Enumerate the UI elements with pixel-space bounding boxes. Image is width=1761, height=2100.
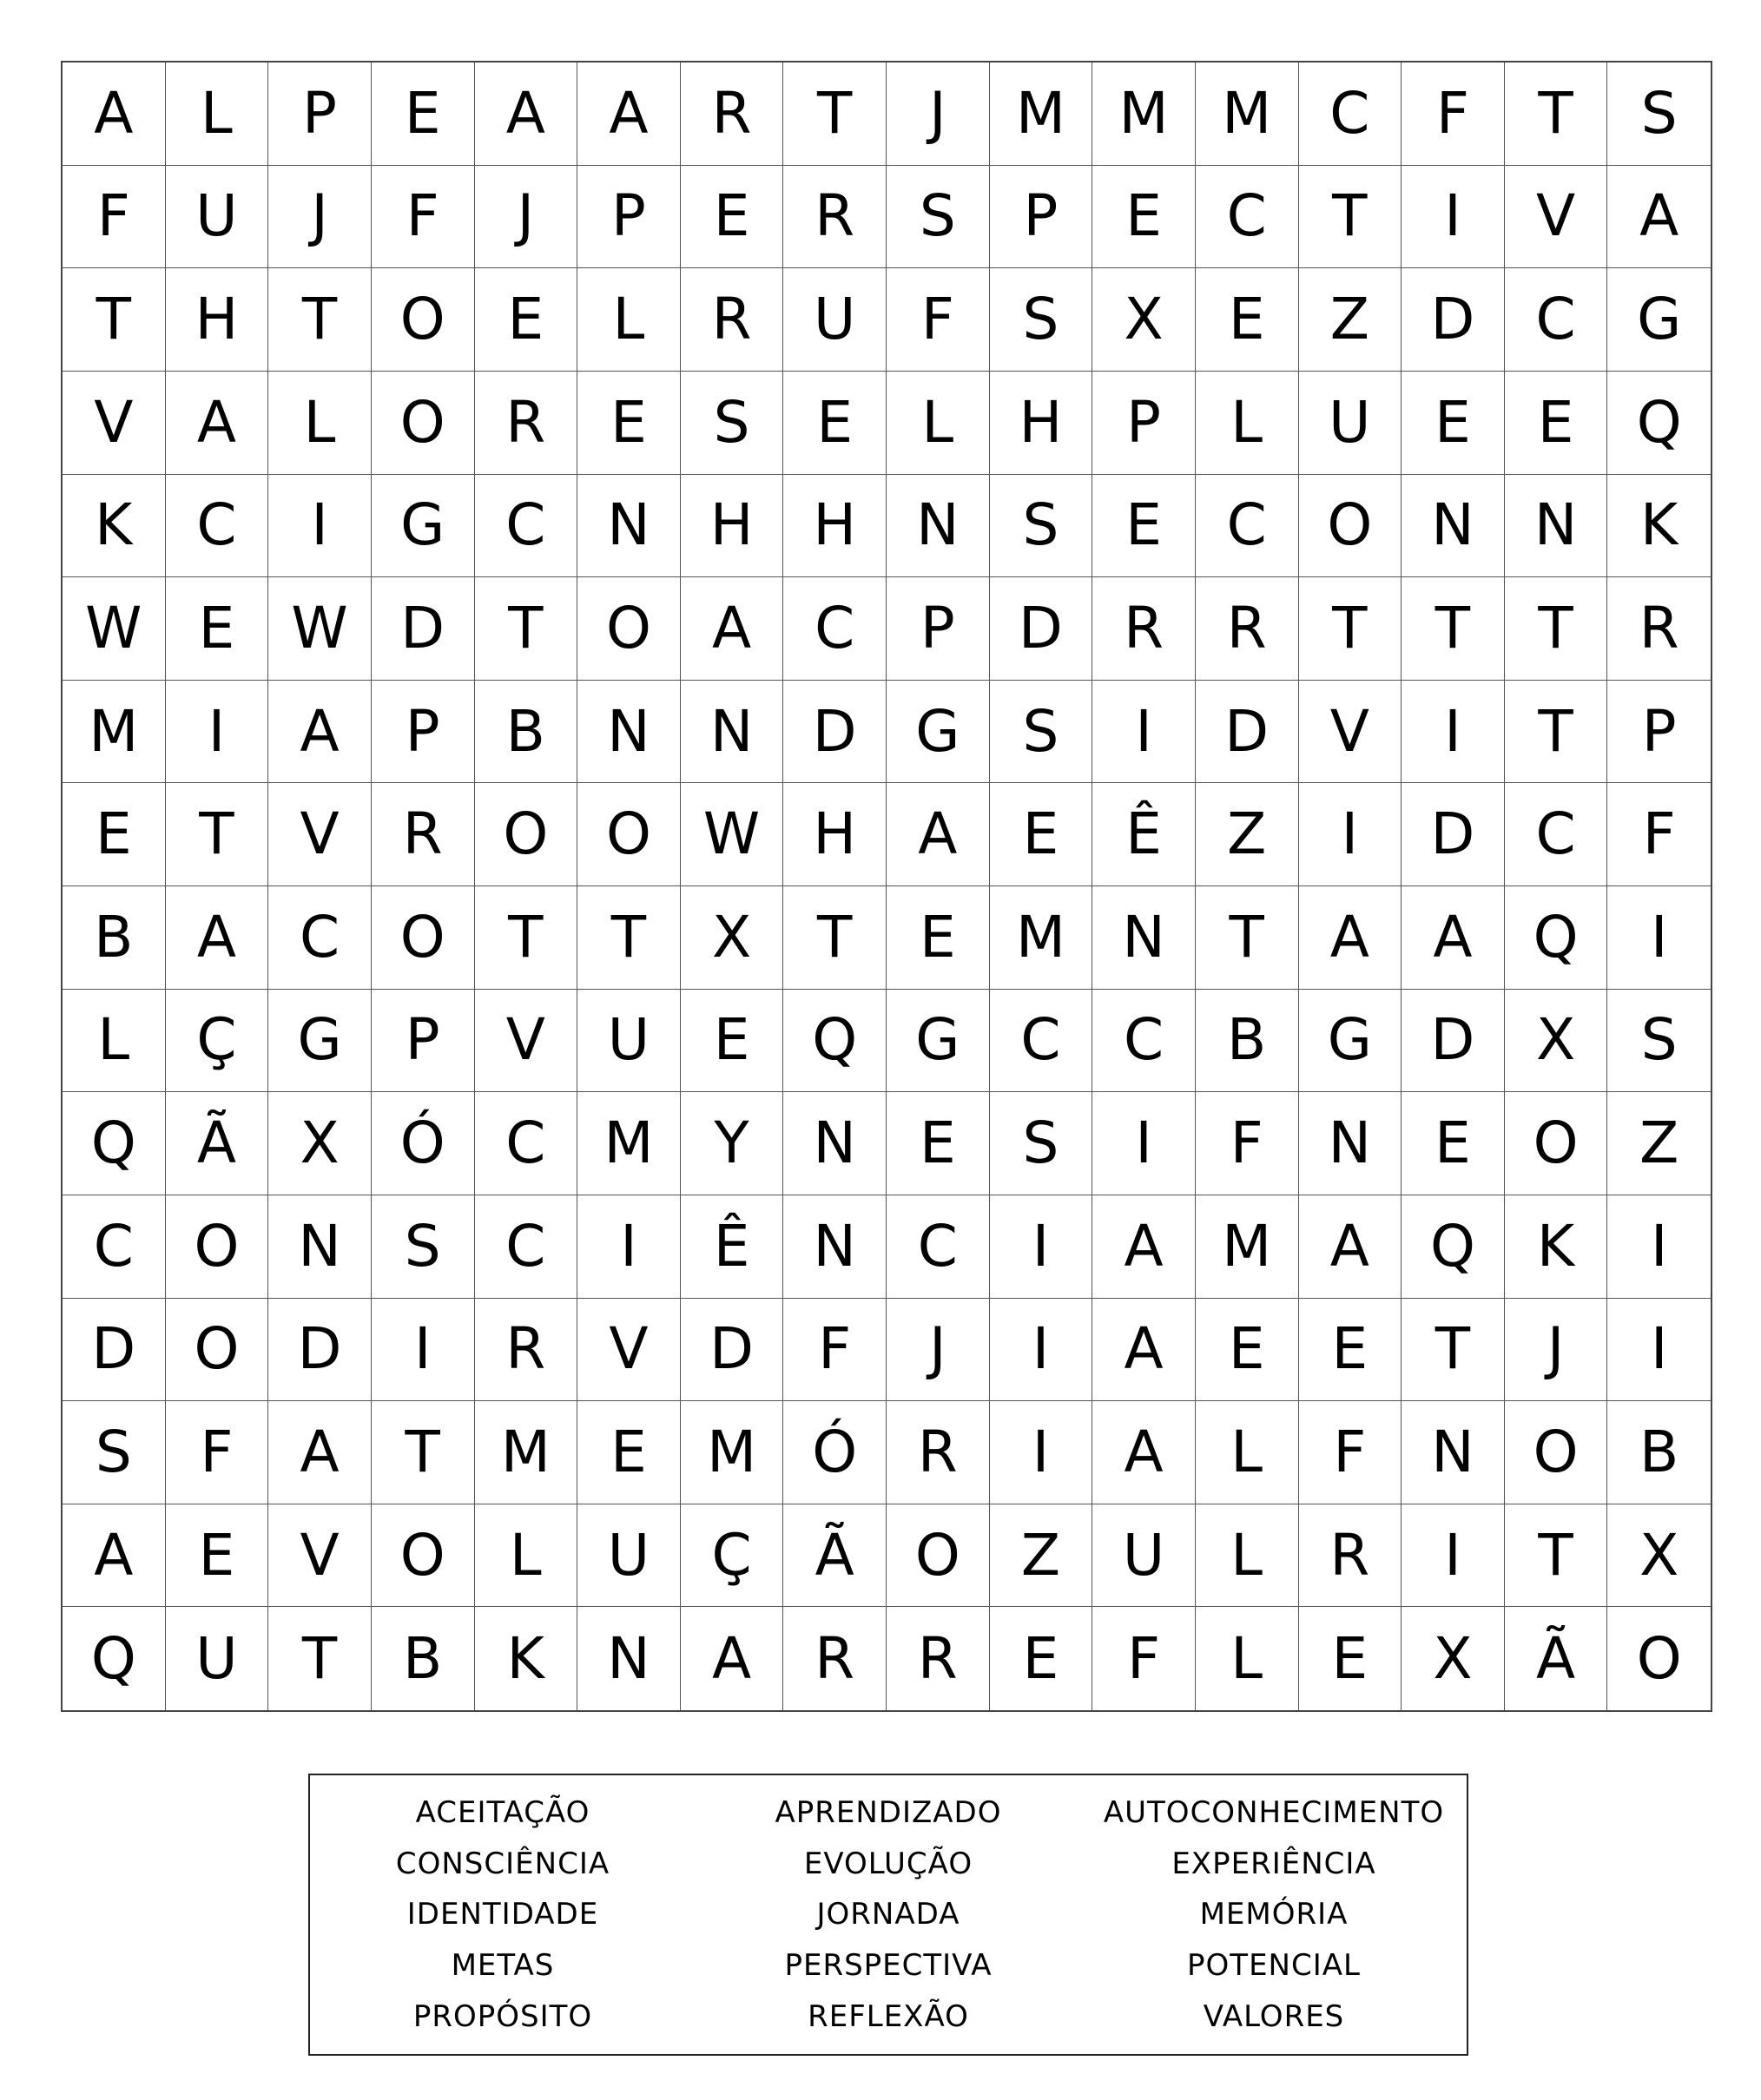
grid-cell[interactable]: D: [372, 577, 475, 681]
grid-cell[interactable]: R: [475, 372, 578, 475]
grid-cell[interactable]: T: [783, 63, 887, 166]
grid-cell[interactable]: S: [63, 1401, 166, 1504]
grid-cell[interactable]: Z: [990, 1504, 1093, 1608]
grid-cell[interactable]: O: [372, 886, 475, 990]
grid-cell[interactable]: Ã: [783, 1504, 887, 1608]
word-bank-item: PROPÓSITO: [412, 1998, 593, 2034]
grid-cell[interactable]: A: [1607, 166, 1711, 269]
grid-cell[interactable]: L: [577, 268, 681, 372]
grid-cell[interactable]: Q: [1505, 886, 1608, 990]
grid-cell[interactable]: S: [1607, 63, 1711, 166]
grid-cell[interactable]: C: [475, 1195, 578, 1299]
grid-cell[interactable]: C: [1196, 166, 1299, 269]
word-bank-item: JORNADA: [816, 1897, 960, 1932]
grid-cell[interactable]: T: [783, 886, 887, 990]
word-bank-item: PERSPECTIVA: [784, 1948, 993, 1984]
grid-cell[interactable]: I: [1402, 1504, 1505, 1608]
grid-cell[interactable]: E: [63, 783, 166, 886]
grid-cell[interactable]: O: [577, 577, 681, 681]
grid-cell[interactable]: P: [372, 681, 475, 784]
grid-cell[interactable]: L: [1196, 372, 1299, 475]
grid-cell[interactable]: Ó: [783, 1401, 887, 1504]
grid-cell[interactable]: I: [577, 1195, 681, 1299]
grid-cell[interactable]: V: [577, 1299, 681, 1402]
word-bank-item: REFLEXÃO: [808, 1998, 969, 2034]
grid-cell[interactable]: Ó: [372, 1092, 475, 1195]
grid-cell[interactable]: C: [268, 886, 372, 990]
grid-cell[interactable]: N: [1402, 475, 1505, 578]
grid-cell[interactable]: R: [681, 268, 784, 372]
grid-cell[interactable]: S: [372, 1195, 475, 1299]
grid-cell[interactable]: L: [1196, 1607, 1299, 1710]
grid-cell[interactable]: T: [475, 577, 578, 681]
grid-cell[interactable]: Ê: [681, 1195, 784, 1299]
word-bank-item: EVOLUÇÃO: [803, 1846, 973, 1881]
grid-cell[interactable]: F: [63, 166, 166, 269]
grid-cell[interactable]: P: [990, 166, 1093, 269]
grid-cell[interactable]: E: [372, 63, 475, 166]
word-bank: [308, 1774, 1468, 2056]
grid-cell[interactable]: U: [166, 166, 269, 269]
grid-cell[interactable]: I: [1607, 886, 1711, 990]
grid-cell[interactable]: K: [475, 1607, 578, 1710]
grid-cell[interactable]: N: [783, 1195, 887, 1299]
grid-cell[interactable]: S: [681, 372, 784, 475]
grid-cell[interactable]: O: [372, 372, 475, 475]
grid-cell[interactable]: N: [1505, 475, 1608, 578]
grid-cell[interactable]: A: [63, 63, 166, 166]
grid-cell[interactable]: E: [166, 1504, 269, 1608]
grid-cell[interactable]: I: [1402, 681, 1505, 784]
grid-cell[interactable]: P: [372, 990, 475, 1093]
grid-cell[interactable]: S: [990, 1092, 1093, 1195]
grid-cell[interactable]: E: [887, 886, 990, 990]
grid-cell[interactable]: R: [783, 166, 887, 269]
grid-cell[interactable]: N: [577, 681, 681, 784]
grid-cell[interactable]: R: [887, 1401, 990, 1504]
grid-cell[interactable]: E: [1196, 268, 1299, 372]
grid-cell[interactable]: I: [1092, 1092, 1196, 1195]
grid-cell[interactable]: J: [887, 63, 990, 166]
grid-cell[interactable]: I: [166, 681, 269, 784]
grid-cell[interactable]: F: [887, 268, 990, 372]
grid-cell[interactable]: A: [887, 783, 990, 886]
grid-cell[interactable]: U: [166, 1607, 269, 1710]
grid-cell[interactable]: W: [268, 577, 372, 681]
grid-cell[interactable]: T: [63, 268, 166, 372]
grid-cell[interactable]: K: [1505, 1195, 1608, 1299]
grid-cell[interactable]: O: [166, 1195, 269, 1299]
word-bank-item: ACEITAÇÃO: [415, 1795, 590, 1831]
grid-cell[interactable]: O: [577, 783, 681, 886]
grid-cell[interactable]: X: [1092, 268, 1196, 372]
grid-cell[interactable]: Z: [1196, 783, 1299, 886]
grid-cell[interactable]: Ç: [166, 990, 269, 1093]
grid-cell[interactable]: Ã: [166, 1092, 269, 1195]
grid-cell[interactable]: T: [372, 1401, 475, 1504]
grid-cell[interactable]: E: [1505, 372, 1608, 475]
grid-cell[interactable]: E: [1092, 475, 1196, 578]
grid-cell[interactable]: D: [783, 681, 887, 784]
grid-cell[interactable]: E: [681, 166, 784, 269]
grid-cell[interactable]: S: [990, 268, 1093, 372]
grid-cell[interactable]: M: [1196, 63, 1299, 166]
grid-cell[interactable]: B: [63, 886, 166, 990]
grid-cell[interactable]: C: [63, 1195, 166, 1299]
grid-cell[interactable]: T: [1196, 886, 1299, 990]
grid-cell[interactable]: D: [1196, 681, 1299, 784]
grid-cell[interactable]: D: [1402, 268, 1505, 372]
grid-cell[interactable]: H: [990, 372, 1093, 475]
grid-cell[interactable]: T: [1299, 166, 1402, 269]
grid-cell[interactable]: H: [166, 268, 269, 372]
grid-cell[interactable]: F: [1196, 1092, 1299, 1195]
grid-cell[interactable]: R: [475, 1299, 578, 1402]
grid-cell[interactable]: A: [63, 1504, 166, 1608]
grid-cell[interactable]: O: [475, 783, 578, 886]
grid-cell[interactable]: C: [990, 990, 1093, 1093]
grid-cell[interactable]: C: [1299, 63, 1402, 166]
grid-cell[interactable]: M: [63, 681, 166, 784]
grid-cell[interactable]: O: [1636, 1624, 1682, 1692]
grid-cell[interactable]: B: [1607, 1401, 1711, 1504]
grid-cell[interactable]: P: [268, 63, 372, 166]
grid-cell[interactable]: A: [577, 63, 681, 166]
grid-cell[interactable]: N: [681, 681, 784, 784]
grid-cell[interactable]: J: [268, 166, 372, 269]
grid-cell[interactable]: G: [887, 681, 990, 784]
grid-cell[interactable]: T: [166, 783, 269, 886]
grid-cell[interactable]: G: [372, 475, 475, 578]
grid-cell[interactable]: C: [475, 1092, 578, 1195]
grid-cell[interactable]: Ã: [1505, 1607, 1608, 1710]
grid-cell[interactable]: S: [990, 475, 1093, 578]
grid-cell[interactable]: Ê: [1092, 783, 1196, 886]
grid-cell[interactable]: B: [1196, 990, 1299, 1093]
grid-cell[interactable]: C: [783, 577, 887, 681]
grid-cell[interactable]: E: [681, 990, 784, 1093]
grid-cell[interactable]: N: [268, 1195, 372, 1299]
grid-cell[interactable]: B: [475, 681, 578, 784]
grid-cell[interactable]: V: [268, 1504, 372, 1608]
grid-cell[interactable]: O: [372, 1504, 475, 1608]
word-bank-item: IDENTIDADE: [406, 1897, 599, 1932]
grid-cell[interactable]: E: [1196, 1299, 1299, 1402]
grid-cell[interactable]: Z: [1299, 268, 1402, 372]
grid-cell[interactable]: F: [166, 1401, 269, 1504]
grid-cell[interactable]: D: [63, 1299, 166, 1402]
grid-cell[interactable]: T: [268, 268, 372, 372]
grid-cell[interactable]: A: [166, 886, 269, 990]
grid-cell[interactable]: Q: [63, 1092, 166, 1195]
grid-cell[interactable]: T: [268, 1607, 372, 1710]
grid-cell[interactable]: L: [1196, 1504, 1299, 1608]
word-bank-item: EXPERIÊNCIA: [1171, 1846, 1376, 1881]
grid-cell[interactable]: E: [577, 372, 681, 475]
grid-cell[interactable]: I: [990, 1299, 1093, 1402]
grid-cell[interactable]: T: [577, 886, 681, 990]
grid-cell[interactable]: I: [990, 1401, 1093, 1504]
grid-cell[interactable]: E: [1402, 372, 1505, 475]
grid-cell[interactable]: F: [1299, 1401, 1402, 1504]
grid-cell[interactable]: C: [1092, 990, 1196, 1093]
grid-cell[interactable]: A: [1092, 1401, 1196, 1504]
grid-cell[interactable]: N: [1299, 1092, 1402, 1195]
grid-cell[interactable]: R: [783, 1607, 887, 1710]
grid-cell[interactable]: M: [990, 886, 1093, 990]
grid-cell[interactable]: T: [1402, 1299, 1505, 1402]
grid-cell[interactable]: L: [268, 372, 372, 475]
grid-cell[interactable]: M: [475, 1401, 578, 1504]
grid-cell[interactable]: I: [1299, 783, 1402, 886]
grid-cell[interactable]: F: [372, 166, 475, 269]
grid-cell[interactable]: E: [1299, 1299, 1402, 1402]
grid-cell[interactable]: O: [372, 268, 475, 372]
grid-cell[interactable]: A: [1299, 886, 1402, 990]
grid-cell[interactable]: H: [783, 783, 887, 886]
grid-cell[interactable]: C: [1505, 783, 1608, 886]
grid-cell[interactable]: E: [887, 1092, 990, 1195]
grid-cell[interactable]: T: [475, 886, 578, 990]
grid-cell[interactable]: G: [887, 990, 990, 1093]
grid-cell[interactable]: E: [1092, 166, 1196, 269]
grid-cell[interactable]: U: [577, 990, 681, 1093]
grid-cell[interactable]: Q: [1402, 1195, 1505, 1299]
grid-cell[interactable]: R: [1092, 577, 1196, 681]
grid-cell[interactable]: X: [1607, 1504, 1711, 1608]
grid-cell[interactable]: R: [887, 1607, 990, 1710]
word-bank-item: APRENDIZADO: [775, 1795, 1002, 1831]
grid-cell[interactable]: F: [1607, 783, 1711, 886]
grid-cell[interactable]: A: [1092, 1299, 1196, 1402]
word-bank-item: MEMÓRIA: [1199, 1897, 1349, 1932]
grid-cell[interactable]: A: [475, 63, 578, 166]
word-bank-item: VALORES: [1203, 1998, 1345, 2034]
grid-cell[interactable]: X: [1505, 990, 1608, 1093]
grid-cell[interactable]: A: [1092, 1195, 1196, 1299]
grid-cell[interactable]: L: [63, 990, 166, 1093]
grid-cell[interactable]: Ç: [681, 1504, 784, 1608]
grid-cell[interactable]: E: [783, 372, 887, 475]
grid-cell[interactable]: G: [268, 990, 372, 1093]
grid-cell[interactable]: R: [1607, 577, 1711, 681]
grid-cell[interactable]: Q: [63, 1607, 166, 1710]
grid-cell[interactable]: N: [783, 1092, 887, 1195]
grid-cell[interactable]: L: [166, 63, 269, 166]
grid-cell[interactable]: Z: [1607, 1092, 1711, 1195]
grid-cell[interactable]: N: [887, 475, 990, 578]
grid-cell[interactable]: B: [372, 1607, 475, 1710]
grid-cell[interactable]: C: [475, 475, 578, 578]
grid-cell[interactable]: J: [887, 1299, 990, 1402]
grid-cell[interactable]: F: [783, 1299, 887, 1402]
grid-cell[interactable]: F: [1402, 63, 1505, 166]
grid-cell[interactable]: K: [63, 475, 166, 578]
grid-cell[interactable]: N: [1092, 886, 1196, 990]
grid-cell[interactable]: Y: [681, 1092, 784, 1195]
grid-cell[interactable]: V: [268, 783, 372, 886]
grid-cell[interactable]: J: [1505, 1299, 1608, 1402]
word-bank-item: POTENCIAL: [1187, 1948, 1361, 1984]
grid-cell[interactable]: U: [1299, 372, 1402, 475]
grid-cell[interactable]: D: [1402, 990, 1505, 1093]
grid-cell[interactable]: Q: [783, 990, 887, 1093]
grid-cell[interactable]: I: [268, 475, 372, 578]
grid-cell[interactable]: A: [681, 577, 784, 681]
grid-cell[interactable]: L: [1196, 1401, 1299, 1504]
grid-cell[interactable]: T: [1402, 577, 1505, 681]
grid-cell[interactable]: G: [1607, 268, 1711, 372]
grid-cell[interactable]: E: [577, 1401, 681, 1504]
grid-cell[interactable]: A: [1299, 1195, 1402, 1299]
grid-cell[interactable]: H: [783, 475, 887, 578]
grid-cell[interactable]: P: [1607, 681, 1711, 784]
grid-cell[interactable]: D: [1402, 783, 1505, 886]
grid-cell[interactable]: V: [1299, 681, 1402, 784]
grid-cell[interactable]: W: [63, 577, 166, 681]
grid-cell[interactable]: M: [577, 1092, 681, 1195]
word-bank-item: AUTOCONHECIMENTO: [1103, 1795, 1445, 1831]
grid-cell[interactable]: S: [990, 681, 1093, 784]
grid-cell[interactable]: T: [1505, 63, 1608, 166]
grid-cell[interactable]: K: [1607, 475, 1711, 578]
grid-cell[interactable]: P: [1092, 372, 1196, 475]
grid-cell[interactable]: R: [1196, 577, 1299, 681]
grid-cell[interactable]: U: [783, 268, 887, 372]
grid-cell[interactable]: S: [1607, 990, 1711, 1093]
grid-cell[interactable]: O: [1505, 1401, 1608, 1504]
grid-cell[interactable]: O: [166, 1299, 269, 1402]
grid-cell[interactable]: A: [268, 1401, 372, 1504]
grid-cell[interactable]: H: [681, 475, 784, 578]
grid-cell[interactable]: L: [475, 1504, 578, 1608]
grid-cell[interactable]: A: [681, 1607, 784, 1710]
grid-cell[interactable]: C: [887, 1195, 990, 1299]
grid-cell[interactable]: D: [681, 1299, 784, 1402]
grid-cell[interactable]: G: [1299, 990, 1402, 1093]
grid-cell[interactable]: I: [990, 1195, 1093, 1299]
grid-cell[interactable]: E: [1402, 1092, 1505, 1195]
grid-cell[interactable]: E: [990, 783, 1093, 886]
grid-cell[interactable]: T: [1505, 681, 1608, 784]
grid-cell[interactable]: O: [1299, 475, 1402, 578]
grid-cell[interactable]: J: [475, 166, 578, 269]
grid-cell[interactable]: R: [372, 783, 475, 886]
grid-cell[interactable]: N: [577, 475, 681, 578]
grid-cell[interactable]: X: [268, 1092, 372, 1195]
grid-cell[interactable]: W: [681, 783, 784, 886]
word-bank-item: METAS: [451, 1948, 555, 1984]
grid-cell[interactable]: E: [166, 577, 269, 681]
grid-cell[interactable]: E: [990, 1607, 1093, 1710]
grid-cell[interactable]: C: [166, 475, 269, 578]
letter-grid: [61, 61, 1712, 1712]
grid-cell[interactable]: O: [887, 1504, 990, 1608]
grid-cell[interactable]: I: [1607, 1299, 1711, 1402]
grid-cell[interactable]: R: [1299, 1504, 1402, 1608]
grid-cell[interactable]: M: [1092, 63, 1196, 166]
grid-cell[interactable]: I: [1092, 681, 1196, 784]
grid-cell[interactable]: M: [681, 1401, 784, 1504]
grid-cell[interactable]: D: [268, 1299, 372, 1402]
grid-cell[interactable]: Q: [1607, 372, 1711, 475]
grid-cell[interactable]: S: [887, 166, 990, 269]
grid-cell[interactable]: R: [681, 63, 784, 166]
grid-cell[interactable]: F: [1092, 1607, 1196, 1710]
grid-cell[interactable]: V: [475, 990, 578, 1093]
grid-cell[interactable]: A: [268, 681, 372, 784]
grid-cell[interactable]: E: [475, 268, 578, 372]
grid-cell[interactable]: T: [1505, 577, 1608, 681]
grid-cell[interactable]: V: [1505, 166, 1608, 269]
grid-cell[interactable]: P: [887, 577, 990, 681]
grid-cell[interactable]: N: [1402, 1401, 1505, 1504]
grid-cell[interactable]: X: [1402, 1607, 1505, 1710]
grid-cell[interactable]: M: [990, 63, 1093, 166]
word-bank-item: CONSCIÊNCIA: [395, 1846, 610, 1881]
grid-cell[interactable]: V: [63, 372, 166, 475]
grid-cell[interactable]: I: [1607, 1195, 1711, 1299]
grid-cell[interactable]: C: [1196, 475, 1299, 578]
grid-cell[interactable]: U: [577, 1504, 681, 1608]
grid-cell[interactable]: L: [887, 372, 990, 475]
grid-cell[interactable]: T: [1299, 577, 1402, 681]
grid-cell[interactable]: O: [1505, 1092, 1608, 1195]
grid-cell[interactable]: U: [1092, 1504, 1196, 1608]
grid-cell[interactable]: T: [1505, 1504, 1608, 1608]
grid-cell[interactable]: D: [990, 577, 1093, 681]
grid-cell[interactable]: C: [1505, 268, 1608, 372]
grid-cell[interactable]: M: [1196, 1195, 1299, 1299]
grid-cell[interactable]: A: [1402, 886, 1505, 990]
grid-cell[interactable]: P: [577, 166, 681, 269]
grid-cell[interactable]: N: [577, 1607, 681, 1710]
grid-cell[interactable]: I: [1402, 166, 1505, 269]
grid-cell[interactable]: A: [166, 372, 269, 475]
grid-cell[interactable]: I: [372, 1299, 475, 1402]
grid-cell[interactable]: E: [1299, 1607, 1402, 1710]
grid-cell[interactable]: X: [681, 886, 784, 990]
